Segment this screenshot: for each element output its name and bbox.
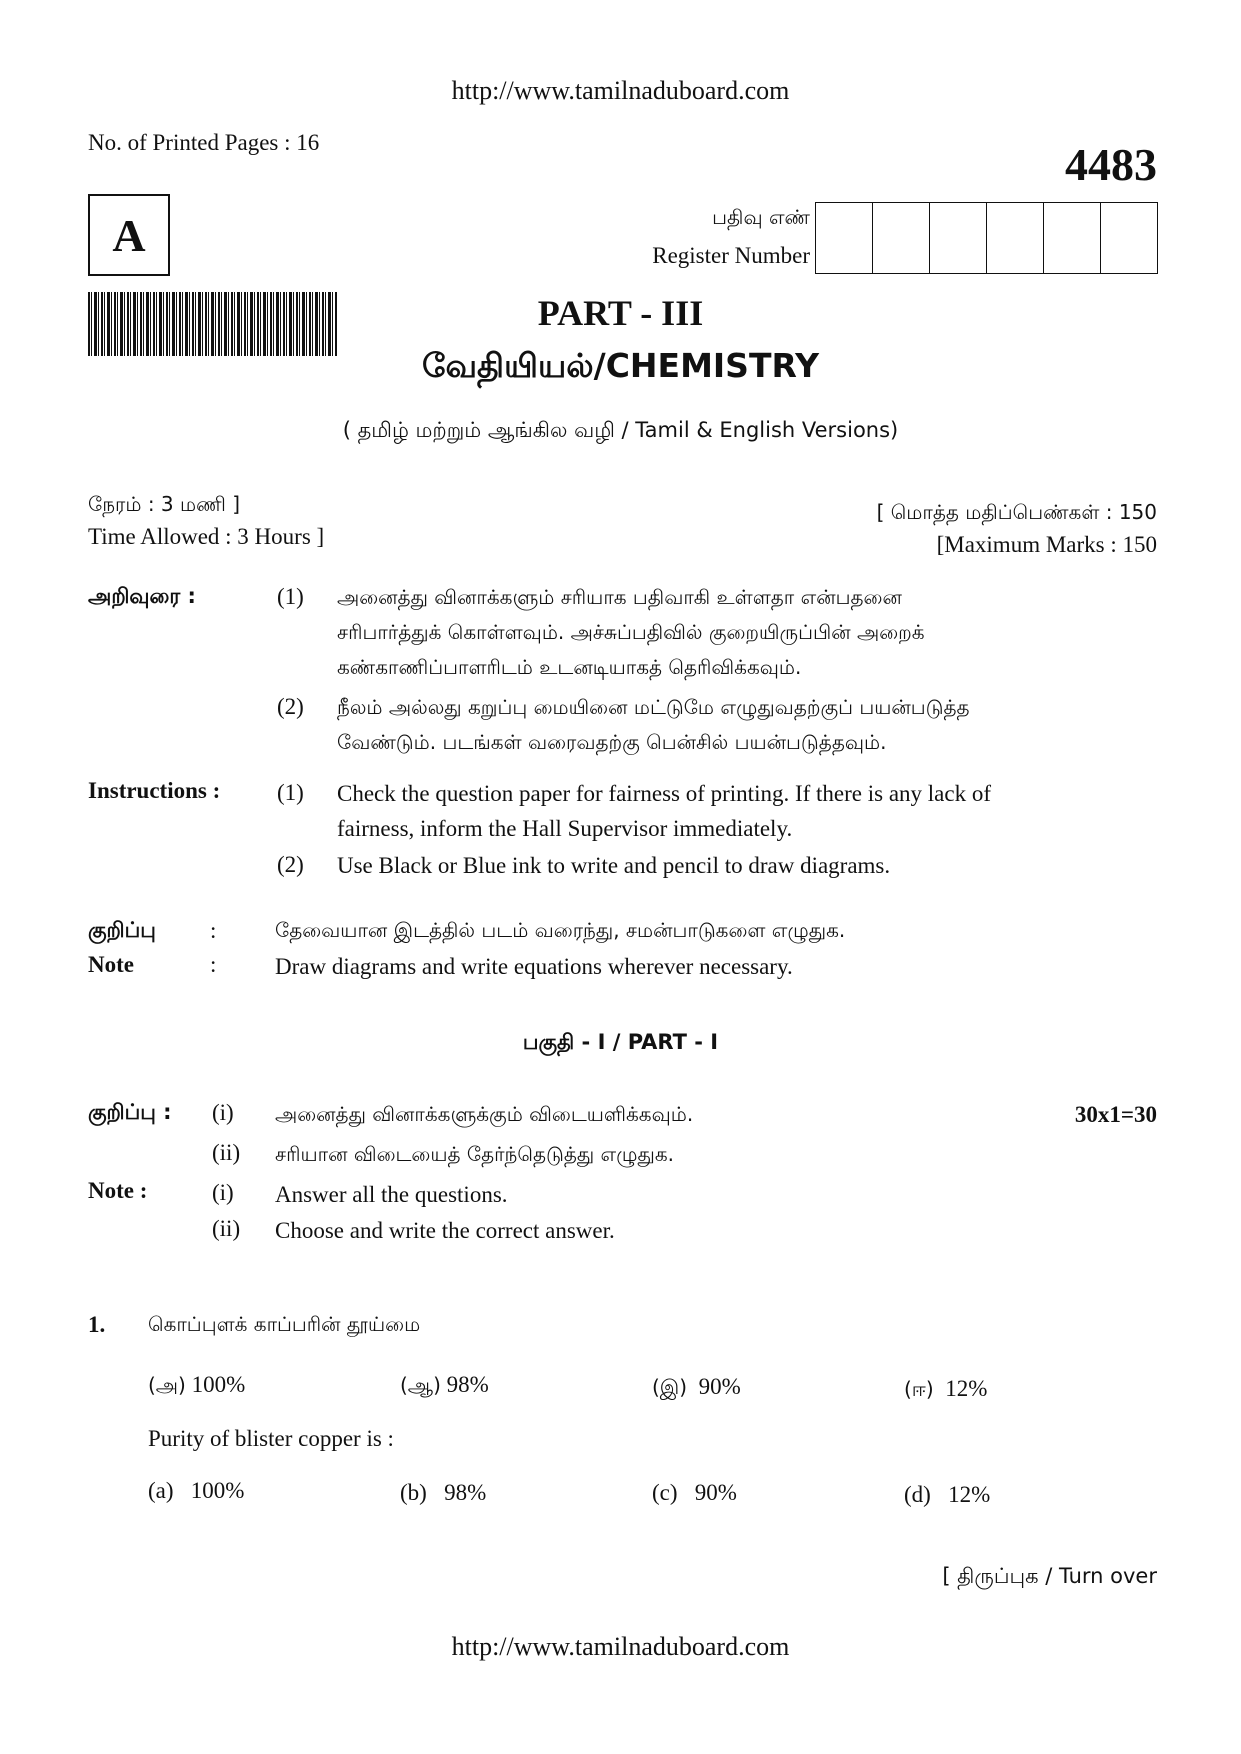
instruction-line: fairness, inform the Hall Supervisor immediately. (337, 816, 793, 841)
register-digit-box[interactable] (1044, 203, 1101, 273)
section-note-tamil: அனைத்து வினாக்களுக்கும் விடையளிக்கவும். (275, 1102, 694, 1126)
part-title: PART - III (537, 293, 704, 333)
instruction-number: (2) (277, 852, 304, 877)
register-label-english: Register Number (652, 243, 810, 268)
advice-line: சரிபார்த்துக் கொள்ளவும். அச்சுப்பதிவில் குறையிருப்பின் அறைக் (337, 620, 925, 644)
series-letter: A (112, 209, 146, 261)
option-english-b: (b) 98% (400, 1480, 487, 1505)
url-top: http://www.tamilnaduboard.com (451, 76, 790, 105)
option-tamil-c: (இ) 90% (652, 1374, 741, 1399)
register-digit-box[interactable] (873, 203, 930, 273)
note-colon: : (210, 918, 217, 943)
advice-line: கண்காணிப்பாளரிடம் உடனடியாகத் தெரிவிக்கவும். (337, 655, 802, 679)
marks-tamil: [ மொத்த மதிப்பெண்கள் : 150 (876, 500, 1157, 524)
turn-over: [ திருப்புக / Turn over (942, 1564, 1157, 1588)
section-note-number: (i) (212, 1180, 234, 1205)
option-english-a: (a) 100% (148, 1478, 245, 1503)
register-digit-box[interactable] (1101, 203, 1157, 273)
advice-line: வேண்டும். படங்கள் வரைவதற்கு பென்சில் பயன்படுத்தவும். (337, 730, 887, 754)
printed-pages: No. of Printed Pages : 16 (88, 130, 320, 155)
option-english-c: (c) 90% (652, 1480, 737, 1505)
section-note-number: (ii) (212, 1216, 241, 1241)
marks-english: [Maximum Marks : 150 (936, 532, 1157, 557)
option-english-d: (d) 12% (904, 1482, 991, 1507)
time-tamil: நேரம் : 3 மணி ] (88, 492, 240, 516)
question-text-tamil: கொப்புளக் காப்பரின் தூய்மை (148, 1312, 421, 1336)
advice-line: நீலம் அல்லது கறுப்பு மையினை மட்டுமே எழுதுவதற்குப் பயன்படுத்த (337, 695, 970, 719)
section-note-english: Answer all the questions. (275, 1182, 508, 1207)
advice-line: அனைத்து வினாக்களும் சரியாக பதிவாகி உள்ளதா என்பதனை (337, 585, 902, 609)
time-english: Time Allowed : 3 Hours ] (88, 524, 325, 549)
url-bottom: http://www.tamilnaduboard.com (451, 1632, 790, 1661)
section-note-english: Choose and write the correct answer. (275, 1218, 615, 1243)
register-digit-box[interactable] (987, 203, 1044, 273)
section-note-english-label: Note : (88, 1178, 148, 1203)
advice-number: (2) (277, 694, 304, 719)
paper-code: 4483 (1065, 139, 1157, 190)
instruction-number: (1) (277, 780, 304, 805)
subject-title: வேதியியல்/CHEMISTRY (422, 346, 819, 385)
register-number-boxes[interactable] (815, 202, 1158, 274)
question-number: 1. (88, 1312, 106, 1337)
instruction-item (337, 848, 1167, 883)
register-label-tamil: பதிவு எண் (712, 205, 810, 229)
section-marks: 30x1=30 (1074, 1102, 1157, 1127)
register-digit-box[interactable] (816, 203, 873, 273)
option-tamil-a: (அ) 100% (148, 1372, 246, 1397)
note-tamil-label: குறிப்பு (88, 918, 156, 942)
note-tamil: தேவையான இடத்தில் படம் வரைந்து, சமன்பாடுகளை எழுதுக. (275, 918, 846, 942)
section-note-number: (i) (212, 1100, 234, 1125)
instruction-line: Use Black or Blue ink to write and pencil to draw diagrams. (337, 853, 891, 878)
instruction-line: Check the question paper for fairness of printing. If there is any lack of (337, 781, 992, 806)
note-colon: : (210, 952, 217, 977)
note-english: Draw diagrams and write equations wherever necessary. (275, 954, 793, 979)
question-text-english: Purity of blister copper is : (148, 1426, 394, 1451)
section-title: பகுதி - I / PART - I (522, 1030, 719, 1054)
option-tamil-d: (ஈ) 12% (904, 1376, 988, 1401)
advice-item (337, 690, 1157, 760)
section-note-number: (ii) (212, 1140, 241, 1165)
register-digit-box[interactable] (930, 203, 987, 273)
advice-number: (1) (277, 584, 304, 609)
versions-line: ( தமிழ் மற்றும் ஆங்கில வழி / Tamil & English Versions) (342, 418, 899, 442)
option-tamil-b: (ஆ) 98% (400, 1372, 489, 1397)
series-box (88, 194, 170, 276)
advice-item (337, 580, 1157, 685)
instructions-label: Instructions : (88, 778, 221, 803)
note-english-label: Note (88, 952, 134, 977)
section-note-tamil: சரியான விடையைத் தேர்ந்தெடுத்து எழுதுக. (275, 1142, 675, 1166)
section-note-tamil-label: குறிப்பு : (88, 1100, 172, 1124)
instruction-item (337, 776, 1167, 846)
advice-label: அறிவுரை : (88, 584, 196, 608)
